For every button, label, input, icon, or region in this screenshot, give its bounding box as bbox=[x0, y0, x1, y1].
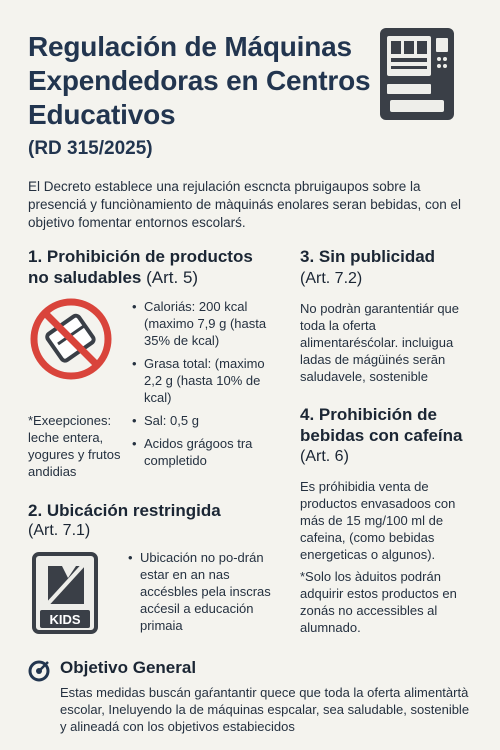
no-junk-food-icon bbox=[28, 296, 114, 382]
section1-title: 1. Prohibición de productos no saludables (Art. 5) bbox=[28, 247, 253, 287]
section2-article: (Art. 7.1) bbox=[28, 522, 91, 539]
section4-text: Es próhibidia venta de productos envasadoos con más de 15 mg/100 ml de cafeina, (como bebidas energeticas o algunos). bbox=[300, 479, 456, 562]
vending-machine-icon bbox=[378, 26, 456, 122]
page-title: Regulación de Máquinas Expendedoras en Centros Educativos bbox=[28, 31, 371, 130]
section3-title: 3. Sin publicidad bbox=[300, 247, 436, 266]
list-item: • Ubicación no po-drán estar en an nas accésbles pela inscras acćesil a educación primaia bbox=[128, 549, 276, 634]
section1-bullets bbox=[132, 298, 272, 475]
list-item: • Acidos grágoos tra completido bbox=[132, 435, 272, 469]
list-item: • Sal: 0,5 g bbox=[132, 412, 272, 429]
section1-article: (Art. 5) bbox=[146, 268, 199, 287]
section2-title: 2. Ubicáción restringida bbox=[28, 501, 221, 520]
section4-article: (Art. 6) bbox=[300, 448, 349, 465]
section1-exceptions: *Exeepciones: leche entera, yogures y frutos andidias bbox=[28, 413, 121, 479]
page-subtitle: (RD 315/2025) bbox=[28, 138, 153, 159]
section2-bullets bbox=[128, 549, 276, 640]
kids-label: KIDS bbox=[49, 612, 81, 627]
section4-title: 4. Prohibición de bebidas con cafeína bbox=[300, 405, 463, 445]
section3-article: (Art. 7.2) bbox=[300, 270, 363, 287]
list-item: • Grasa total: (maximo 2,2 g (hasta 10% de kcal) bbox=[132, 355, 272, 406]
kids-no-icon bbox=[32, 552, 98, 634]
section4-note: *Solo los àduitos podrán adquirir estos productos en zonás no accessibles al alumnado. bbox=[300, 569, 457, 635]
objective-text: Estas medidas buscán gaŕantantir quece que toda la oferta alimentàrtà escolar, Ineluyendo la de máquinas espcalar, sea saludable, sostenible y alineadá con los objetivos estabiecidos bbox=[60, 685, 470, 734]
list-item: • Caloriás: 200 kcal (maximo 7,9 g (hasta 35% de kcal) bbox=[132, 298, 272, 349]
objective-title: Objetivo General bbox=[60, 658, 197, 677]
intro-paragraph: El Decreto establece una rejulación escncta pbruigaupos sobre la presenciá y funciònamiento de màquinás enolares seran bebidas, con el objetivo fomentar entornos escolarś. bbox=[28, 179, 462, 230]
section3-text: No podràn garantentiár que toda la oferta alimentarésćolar. incluigua ladas de mágüinés serān saludavele, sostenible bbox=[300, 301, 460, 384]
target-icon bbox=[28, 660, 50, 682]
